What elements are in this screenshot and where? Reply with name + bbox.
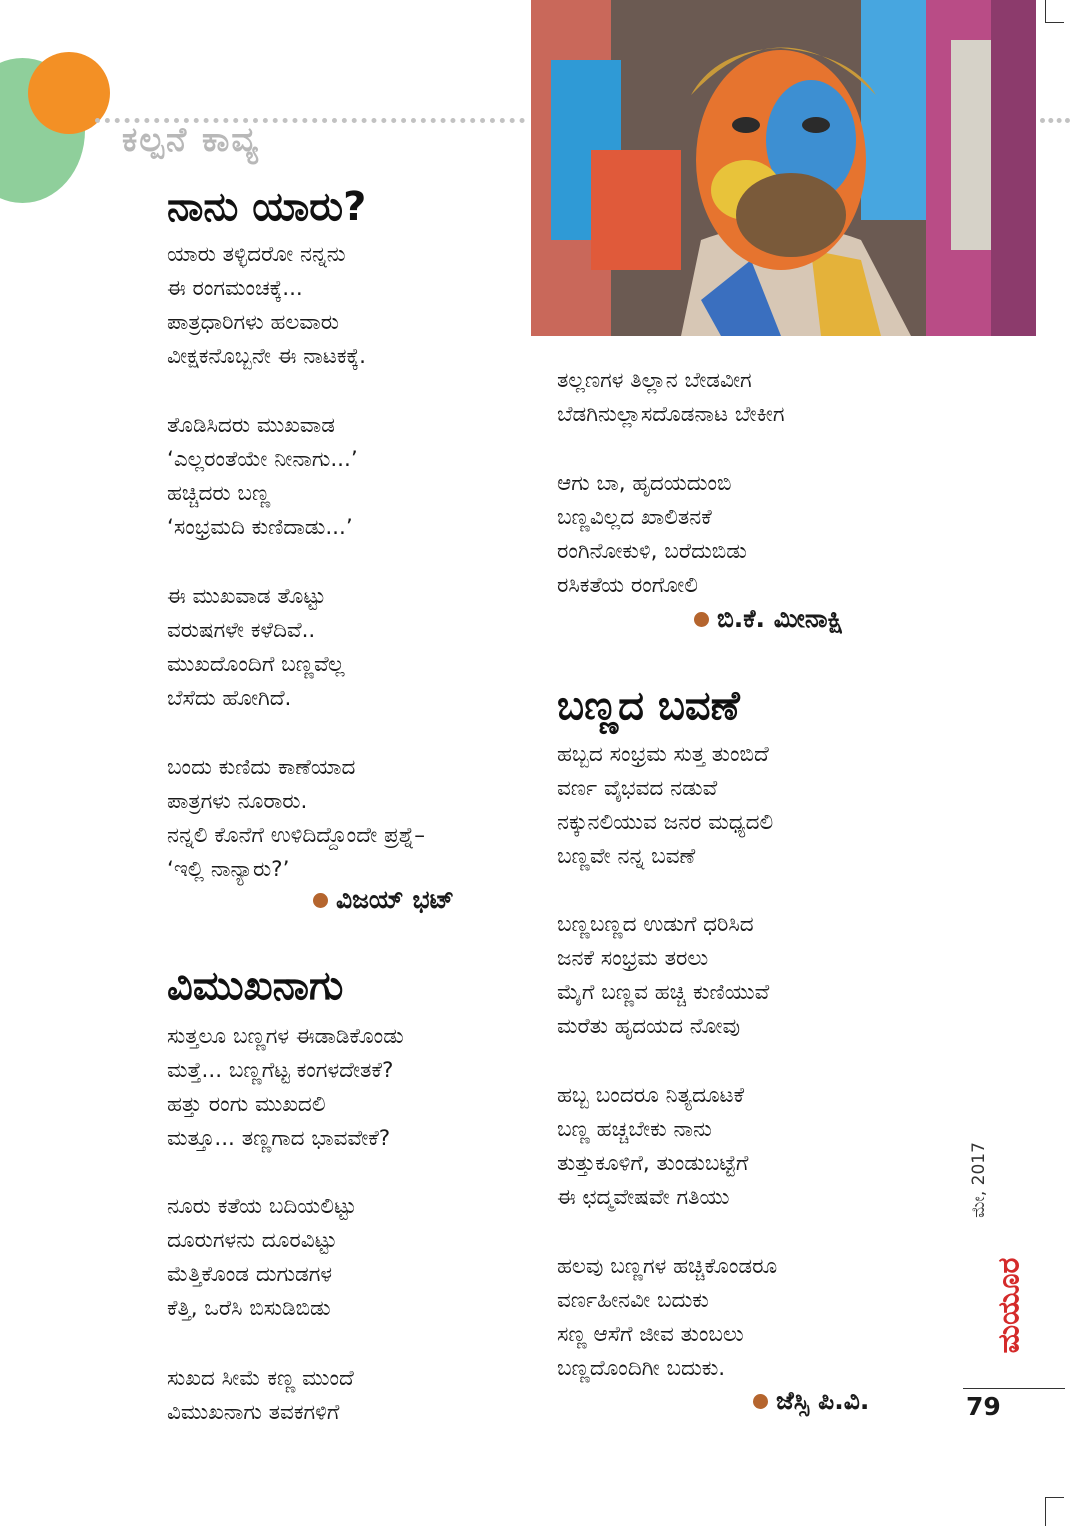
poem-stanza: ಹಲವು ಬಣ್ಣಗಳ ಹಚ್ಚಿಕೊಂಡರೂ ವರ್ಣಹೀನವೀ ಬದುಕು ಸಣ್ಣ ಆಸೆಗೆ ಜೀವ ತುಂಬಲು ಬಣ್ಣದೊಂದಿಗೀ ಬದುಕು.	[557, 1254, 778, 1381]
poem-stanza: ಸುಖದ ಸೀಮೆ ಕಣ್ಣ ಮುಂದೆ ವಿಮುಖನಾಗು ತವಕಗಳಿಗೆ	[167, 1366, 354, 1425]
author-name: ಜೆಸ್ಸಿ ಪಿ.ವಿ.	[776, 1386, 870, 1415]
crop-mark-top	[1045, 0, 1064, 23]
holi-face-photo	[531, 0, 1036, 336]
poem-title: ಬಣ್ಣದ ಬವಣೆ	[557, 683, 740, 729]
poem-stanza: ತೊಡಿಸಿದರು ಮುಖವಾಡ ‘ಎಲ್ಲರಂತೆಯೇ ನೀನಾಗು...’ ಹಚ್ಚಿದರು ಬಣ್ಣ ‘ಸಂಭ್ರಮದಿ ಕುಣಿದಾಡು...’	[167, 413, 358, 540]
crop-mark-bottom	[1045, 1497, 1064, 1526]
poem-stanza: ಯಾರು ತಳ್ಳಿದರೋ ನನ್ನನು ಈ ರಂಗಮಂಚಕ್ಕೆ... ಪಾತ್ರಧಾರಿಗಳು ಹಲವಾರು ವೀಕ್ಷಕನೊಬ್ಬನೇ ಈ ನಾಟಕಕ್ಕೆ.	[167, 242, 366, 369]
poem-stanza: ಆಗು ಬಾ, ಹೃದಯದುಂಬಿ ಬಣ್ಣವಿಲ್ಲದ ಖಾಲಿತನಕೆ ರಂಗಿನೋಕುಳಿ, ಬರೆದುಬಿಡು ರಸಿಕತೆಯ ರಂಗೋಲಿ	[557, 471, 747, 598]
poem-title: ವಿಮುಖನಾಗು	[167, 963, 344, 1009]
page-number: 79	[966, 1392, 1001, 1421]
author-name: ಬಿ.ಕೆ. ಮೀನಾಕ್ಷಿ	[717, 604, 844, 633]
issue-date: ಮೇ, 2017	[969, 1142, 989, 1218]
poem-stanza: ಹಬ್ಬ ಬಂದರೂ ನಿತ್ಯದೂಟಕೆ ಬಣ್ಣ ಹಚ್ಚಬೇಕು ನಾನು ತುತ್ತುಕೂಳಿಗೆ, ತುಂಡುಬಟ್ಟೆಗೆ ಈ ಛದ್ಮವೇಷವೇ ಗತಿಯು	[557, 1083, 749, 1210]
poem-stanza: ನೂರು ಕತೆಯ ಬದಿಯಲಿಟ್ಟು ದೂರುಗಳನು ದೂರವಿಟ್ಟು ಮೆತ್ತಿಕೊಂಡ ದುಗುಡಗಳ ಕೆತ್ತಿ, ಒರೆಸಿ ಬಿಸುಡಿಬಿಡು	[167, 1194, 357, 1321]
magazine-sidebar	[962, 1130, 1027, 1370]
poem-author	[313, 885, 454, 915]
dotted-rule-right	[1040, 118, 1070, 123]
bullet-icon	[694, 612, 709, 627]
poem-stanza: ಸುತ್ತಲೂ ಬಣ್ಣಗಳ ಈಡಾಡಿಕೊಂಡು ಮತ್ತೆ... ಬಣ್ಣಗೆಟ್ಟ ಕಂಗಳದೇತಕೆ? ಹತ್ತು ರಂಗು ಮುಖದಲಿ ಮತ್ತೂ... ತಣ್ಣಗಾದ ಭಾವವೇಕೆ?	[167, 1024, 404, 1151]
magazine-masthead: ಮಯೂರ	[991, 1257, 1027, 1354]
section-label: ಕಲ್ಪನೆ ಕಾವ್ಯ	[122, 120, 260, 160]
author-name: ವಿಜಯ್ ಭಟ್	[336, 885, 455, 914]
poem-author	[694, 604, 843, 634]
poem-stanza: ಬಂದು ಕುಣಿದು ಕಾಣೆಯಾದ ಪಾತ್ರಗಳು ನೂರಾರು. ನನ್ನಲಿ ಕೊನೆಗೆ ಉಳಿದಿದ್ದೊಂದೇ ಪ್ರಶ್ನೆ– ‘ಇಲ್ಲಿ ನಾನ್ಯಾರು?’	[167, 755, 425, 882]
bullet-icon	[313, 893, 328, 908]
bullet-icon	[753, 1394, 768, 1409]
poem-stanza: ಹಬ್ಬದ ಸಂಭ್ರಮ ಸುತ್ತ ತುಂಬಿದೆ ವರ್ಣ ವೈಭವದ ನಡುವೆ ನಕ್ಕುನಲಿಯುವ ಜನರ ಮಧ್ಯದಲಿ ಬಣ್ಣವೇ ನನ್ನ ಬವಣೆ	[557, 742, 774, 869]
page-rule	[963, 1388, 1065, 1389]
poem-stanza: ಬಣ್ಣಬಣ್ಣದ ಉಡುಗೆ ಧರಿಸಿದ ಜನಕೆ ಸಂಭ್ರಮ ತರಲು ಮೈಗೆ ಬಣ್ಣವ ಹಚ್ಚಿ ಕುಣಿಯುವೆ ಮರೆತು ಹೃದಯದ ನೋವು	[557, 912, 770, 1039]
poem-stanza: ಈ ಮುಖವಾಡ ತೊಟ್ಟು ವರುಷಗಳೇ ಕಳೆದಿವೆ.. ಮುಖದೊಂದಿಗೆ ಬಣ್ಣವೆಲ್ಲ ಬೆಸೆದು ಹೋಗಿದೆ.	[167, 584, 345, 711]
poem-stanza: ತಲ್ಲಣಗಳ ತಿಲ್ಲಾನ ಬೇಡವೀಗ ಬೆಡಗಿನುಲ್ಲಾಸದೊಡನಾಟ ಬೇಕೀಗ	[557, 368, 785, 427]
poem-author	[753, 1386, 869, 1416]
poem-title: ನಾನು ಯಾರು?	[167, 184, 367, 230]
